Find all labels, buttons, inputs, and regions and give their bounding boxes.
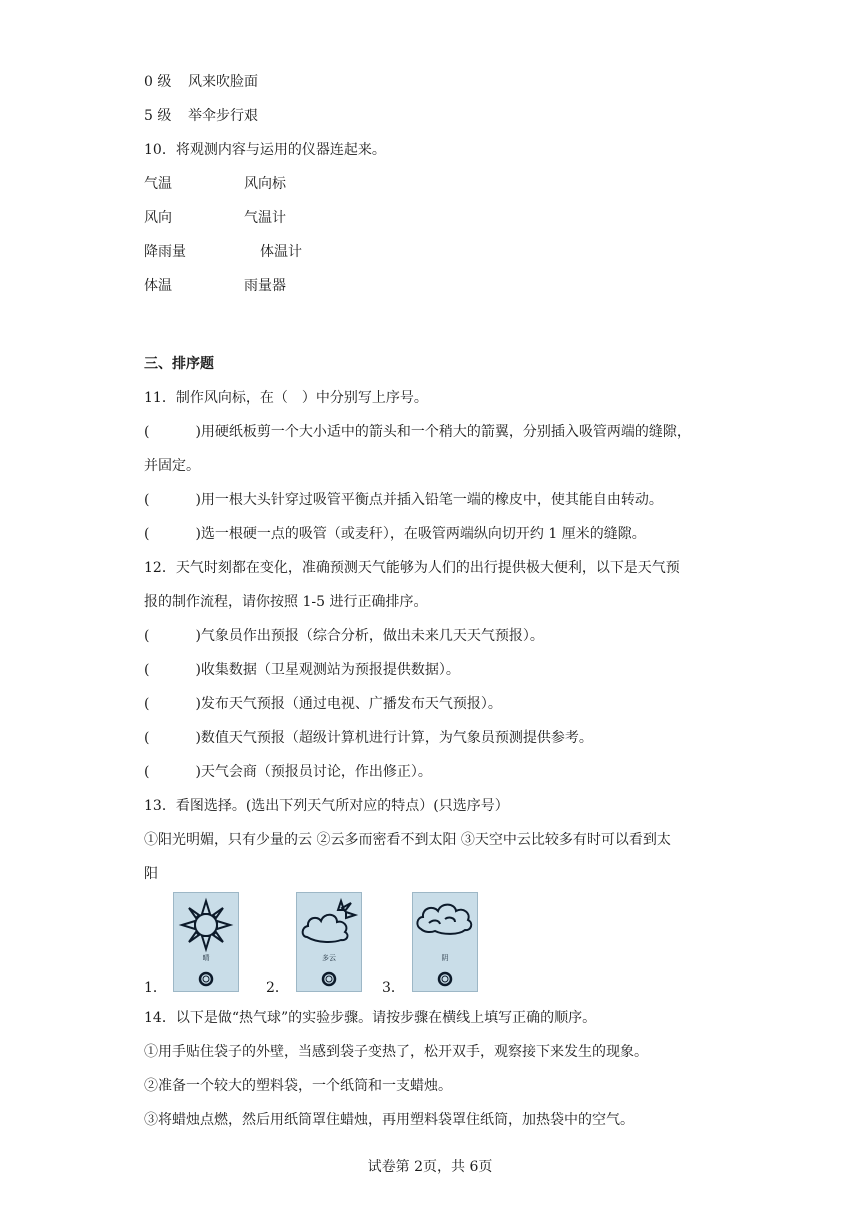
q14-step: ②准备一个较大的塑料袋，一个纸筒和一支蜡烛。 — [144, 1078, 452, 1094]
question-12-title: 12．天气时刻都在变化，准确预测天气能够为人们的出行提供极大便利，以下是天气预 — [144, 560, 680, 576]
q14-step: ①用手贴住袋子的外壁，当感到袋子变热了，松开双手，观察接下来发生的现象。 — [144, 1044, 648, 1060]
wind-level-5-desc: 举伞步行艰 — [188, 108, 258, 124]
q10-left-item: 体温 — [144, 278, 172, 294]
figure-number: 3． — [382, 980, 405, 996]
figure-caption: 多云 — [322, 954, 336, 962]
question-13-title: 13．看图选择。(选出下列天气所对应的特点）(只选序号） — [144, 798, 509, 814]
q11-item: ( )选一根硬一点的吸管（或麦秆），在吸管两端纵向切开约 1 厘米的缝隙。 — [144, 526, 646, 542]
partly-cloudy-icon — [297, 893, 361, 991]
overcast-icon — [413, 893, 477, 991]
question-12-title-cont: 报的制作流程，请你按照 1-5 进行正确排序。 — [144, 594, 428, 610]
q10-right-item: 体温计 — [260, 244, 302, 260]
wind-level-0 — [144, 72, 171, 92]
section-heading: 三、排序题 — [144, 356, 214, 372]
q13-options: ①阳光明媚，只有少量的云 ②云多而密看不到太阳 ③天空中云比较多有时可以看到太 — [144, 832, 671, 848]
q10-left-item: 降雨量 — [144, 244, 186, 260]
wind-level-label: 5 级 — [144, 108, 172, 124]
q10-left-item: 风向 — [144, 210, 172, 226]
q11-item: ( )用一根大头针穿过吸管平衡点并插入铅笔一端的橡皮中，使其能自由转动。 — [144, 492, 663, 508]
q10-left-item: 气温 — [144, 176, 172, 192]
wind-level-0-desc: 风来吹脸面 — [188, 74, 258, 90]
page-footer: 试卷第 2页，共 6页 — [367, 1159, 493, 1175]
q11-item: ( )用硬纸板剪一个大小适中的箭头和一个稍大的箭翼，分别插入吸管两端的缝隙， — [144, 424, 691, 440]
q12-item: ( )收集数据（卫星观测站为预报提供数据）。 — [144, 662, 460, 678]
figure-number: 2． — [266, 980, 289, 996]
weather-figure-partly-cloudy — [296, 892, 362, 992]
figure-number: 1． — [144, 980, 167, 996]
question-10-title: 10．将观测内容与运用的仪器连起来。 — [144, 142, 386, 158]
question-14-title: 14．以下是做“热气球”的实验步骤。请按步骤在横线上填写正确的顺序。 — [144, 1010, 597, 1026]
q10-right-item: 风向标 — [244, 176, 286, 192]
weather-figure-overcast — [412, 892, 478, 992]
q12-item: ( )发布天气预报（通过电视、广播发布天气预报）。 — [144, 696, 502, 712]
q12-item: ( )数值天气预报（超级计算机进行计算，为气象员预测提供参考。 — [144, 730, 593, 746]
sun-icon — [174, 893, 238, 991]
weather-figure-sunny — [173, 892, 239, 992]
question-11-title: 11．制作风向标，在（ ）中分别写上序号。 — [144, 390, 428, 406]
q14-step: ③将蜡烛点燃，然后用纸筒罩住蜡烛，再用塑料袋罩住纸筒，加热袋中的空气。 — [144, 1112, 634, 1128]
q11-item-continuation: 并固定。 — [144, 458, 200, 474]
wind-level-5 — [144, 106, 171, 126]
figure-caption: 晴 — [202, 954, 210, 962]
figure-caption: 阴 — [441, 954, 449, 962]
q12-item: ( )天气会商（预报员讨论，作出修正）。 — [144, 764, 432, 780]
q10-right-item: 气温计 — [244, 210, 286, 226]
q13-options-cont: 阳 — [144, 866, 158, 882]
wind-level-label: 0 级 — [144, 74, 172, 90]
q10-right-item: 雨量器 — [244, 278, 286, 294]
q12-item: ( )气象员作出预报（综合分析，做出未来几天天气预报）。 — [144, 628, 544, 644]
